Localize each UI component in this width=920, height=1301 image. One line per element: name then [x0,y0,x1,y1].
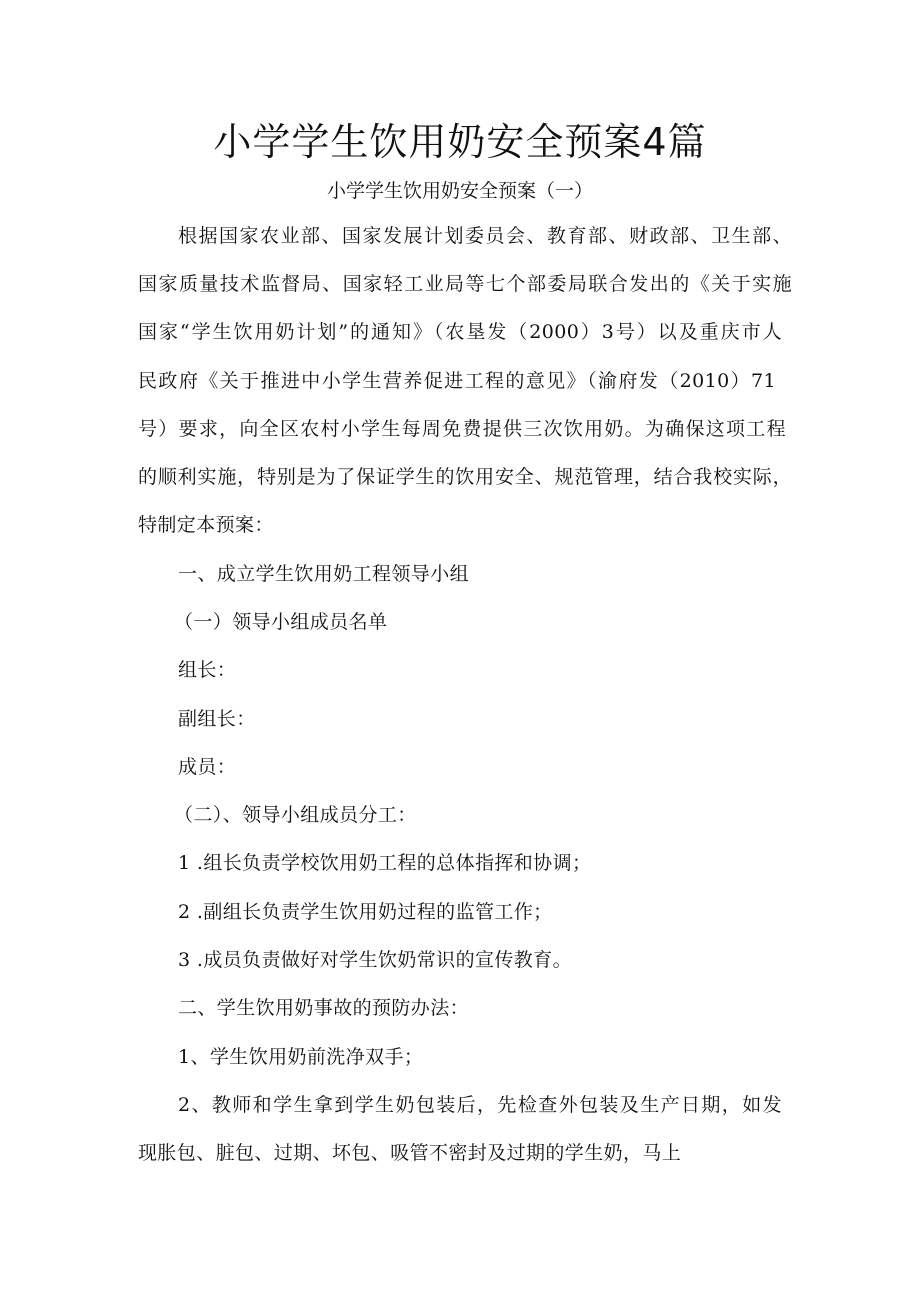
duty-1: 1 .组长负责学校饮用奶工程的总体指挥和协调； [178,852,592,874]
section-1-subheading-1: （一）领导小组成员名单 [174,611,388,633]
paragraph-1-line-3: 国家“学生饮用奶计划”的通知》（农垦发（2000）3号）以及重庆市人 [138,321,782,343]
section-1-subheading-2: （二）、领导小组成员分工： [174,804,417,826]
document-subtitle: 小学学生饮用奶安全预案（一） [326,180,593,202]
duty-2: 2 .副组长负责学生饮用奶过程的监管工作； [178,901,553,923]
paragraph-1-line-1: 根据国家农业部、国家发展计划委员会、教育部、财政部、卫生部、 [178,225,792,247]
paragraph-1-line-6: 的顺利实施，特别是为了保证学生的饮用安全、规范管理，结合我校实际， [138,466,792,488]
section-1-heading: 一、成立学生饮用奶工程领导小组 [178,563,470,585]
members-field: 成员： [178,756,237,778]
measure-2-line-2: 现胀包、脏包、过期、坏包、吸管不密封及过期的学生奶，马上 [138,1142,682,1164]
vice-leader-field: 副组长： [178,708,256,730]
leader-field: 组长： [178,659,237,681]
duty-3: 3 .成员负责做好对学生饮奶常识的宣传教育。 [178,949,572,971]
paragraph-1-line-7: 特制定本预案： [138,514,274,536]
measure-1: 1、学生饮用奶前洗净双手； [178,1046,424,1068]
paragraph-1-line-2: 国家质量技术监督局、国家轻工业局等七个部委局联合发出的《关于实施 [138,273,792,295]
document-title: 小学学生饮用奶安全预案4篇 [213,120,707,164]
paragraph-1-line-5: 号）要求，向全区农村小学生每周免费提供三次饮用奶。为确保这项工程 [138,418,786,440]
paragraph-1-line-4: 民政府《关于推进中小学生营养促进工程的意见》（渝府发（2010）71 [138,370,776,392]
measure-2-line-1: 2、教师和学生拿到学生奶包装后，先检查外包装及生产日期，如发 [178,1094,782,1116]
section-2-heading: 二、学生饮用奶事故的预防办法： [178,997,470,1019]
